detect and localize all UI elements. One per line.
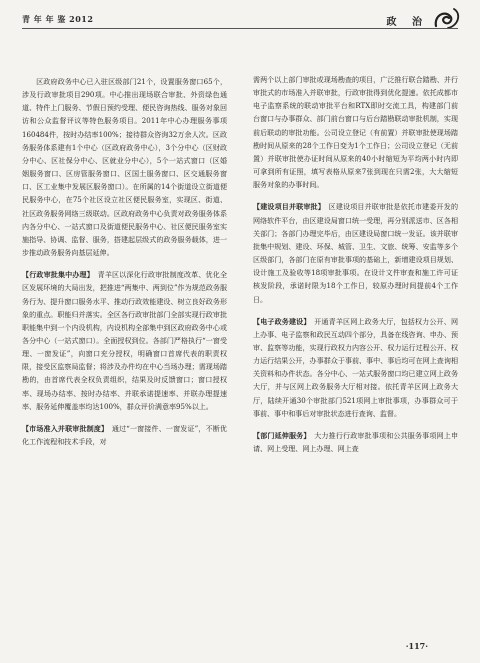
section-paragraph bbox=[22, 268, 227, 413]
header-rule bbox=[22, 28, 458, 29]
section-heading: 【行政审批集中办理】 bbox=[22, 270, 91, 280]
section-body-text: 通过“一窗接件、一窗发证”，不断优化工作流程和技术手段，对 bbox=[22, 423, 227, 447]
right-column bbox=[253, 73, 458, 455]
running-header-title: 青 年 年 鉴 2012 bbox=[22, 14, 94, 24]
left-column bbox=[22, 75, 227, 448]
body-paragraph: 区政府政务中心已入驻区级部门21个，设置服务窗口65个，涉及行政审批项目290项。中心推出现场联合审批、外资绿色通道、特件上门服务、节假日预约受理、便民咨询热线、服务对象回访和公众监督评议等特色服务项目。2011年中心办理服务事项160484件，按时办结率100%；接待群众咨询32万余人次。区政务服务体系建有1个中心（区政府政务中心），3个分中心（区财政分中心、区社保分中心、区就业分中心），5个一站式窗口（区婚姻服务窗口、区房管服务窗口、区国土服务窗口、区交通服务窗口、区工业集中发展区服务窗口）。在所属的14个街道设立街道便民服务中心，在75个社区设立社区便民服务室，实现区、街道、社区政务服务网络三级联动。区政府政务中心负责对政务服务体系内各分中心、一站式窗口及街道便民服务中心、社区便民服务室实施指导、协调、监督、服务，搭建起层级式的政务服务载体，进一步推动政务服务向基层延伸。 bbox=[22, 77, 227, 258]
section-paragraph bbox=[22, 422, 227, 448]
decorative-swirl-icon bbox=[432, 6, 462, 30]
section-paragraph bbox=[253, 315, 458, 420]
continued-paragraph: 需两个以上部门审批或现场勘查的项目，广泛推行联合踏勘、并行审批式的市场准入并联审批，行政审批得到优化提速。依托成都市电子监察系统的联动审批平台和RTX即时交流工具，构建部门前台窗口与办事群众、部门前台窗口与后台踏勘联动审批机制，实现前后联动的审批功能。公司设立登记（有前置）并联审批使现场踏勘时间从原来的28个工作日变为1个工作日；公司设立登记（无前置）并联审批使办证时间从原来的40小时缩短为平均两小时内即可拿到所有证照，填写表格从原来7张到现在只需2张，大大缩短服务对象的办事时间。 bbox=[253, 75, 458, 190]
section-body-text: 开通青羊区网上政务大厅，包括权力公开、网上办事、电子监察和政民互动四个部分，具备在线咨询、申办、预审、监察等功能，实现行政权力内容公开、权力运行过程公开、权力运行结果公开，办事群众于事前、事中、事后均可在网上查询相关资料和办件状态。各分中心、一站式服务窗口均已建立网上政务大厅，并与区网上政务服务大厅相对接。依托青羊区网上政务大厅，陆续开通30个审批部门521项网上审批事项，办事群众可于事前、事中和事后对审批状态进行查询、监督。 bbox=[253, 316, 458, 418]
section-heading: 【部门延伸服务】 bbox=[253, 430, 308, 440]
page-number: ·117· bbox=[405, 641, 428, 651]
section-heading: 【市场准入并联审批制度】 bbox=[22, 423, 105, 433]
running-header-section: 政 治 bbox=[386, 17, 428, 28]
section-body-text: 青羊区以深化行政审批制度改革、优化全区发展环境的大局出发，把推进“两集中、两到位”作为规范政务服务行为、提升窗口服务水平、推动行政效能建设、树立良好政务形象的重点。职能归并落实。全区各行政审批部门全部实现行政审批职能集中到一个内设机构，内设机构全部集中到区政府政务中心或各分中心（一站式窗口）。全面授权到位。各部门严格执行“一窗受理、一窗发证”，向窗口充分授权，明确窗口首席代表的职责权限，接受区监察局监督；将涉及办件均在中心当场办理；需现场踏勘的，由首席代表全权负责组织，结果及时反馈窗口；窗口授权率、现场办结率、按时办结率、并联承诺提速率、并联办理提速率、服务延伸覆盖率均达100%，群众评价满意率95%以上。 bbox=[22, 270, 227, 411]
section-heading: 【电子政务建设】 bbox=[253, 316, 308, 326]
section-body-text: 大力推行行政审批事项和公共服务事项网上申请、网上受理、网上办理、网上查 bbox=[253, 430, 458, 454]
section-heading: 【建设项目并联审批】 bbox=[253, 202, 322, 212]
section-paragraph bbox=[253, 200, 458, 305]
section-paragraph bbox=[253, 429, 458, 455]
section-body-text: 区建设项目并联审批是依托市建委开发的网络软件平台，由区建设局窗口统一受理，再分别派送市、区各相关部门；各部门办理完毕后，由区建设局窗口统一发证。该并联审批集中规划、建设、环保、城管、卫生、文旅、统筹、安监等多个区级部门，各部门在原有审批事项的基础上，新增建设项目规划、设计施工及验收等18项审批事项。在设计文件审查和施工许可证核发阶段，承诺时限为18个工作日，较原办理时间提前4个工作日。 bbox=[253, 202, 458, 304]
